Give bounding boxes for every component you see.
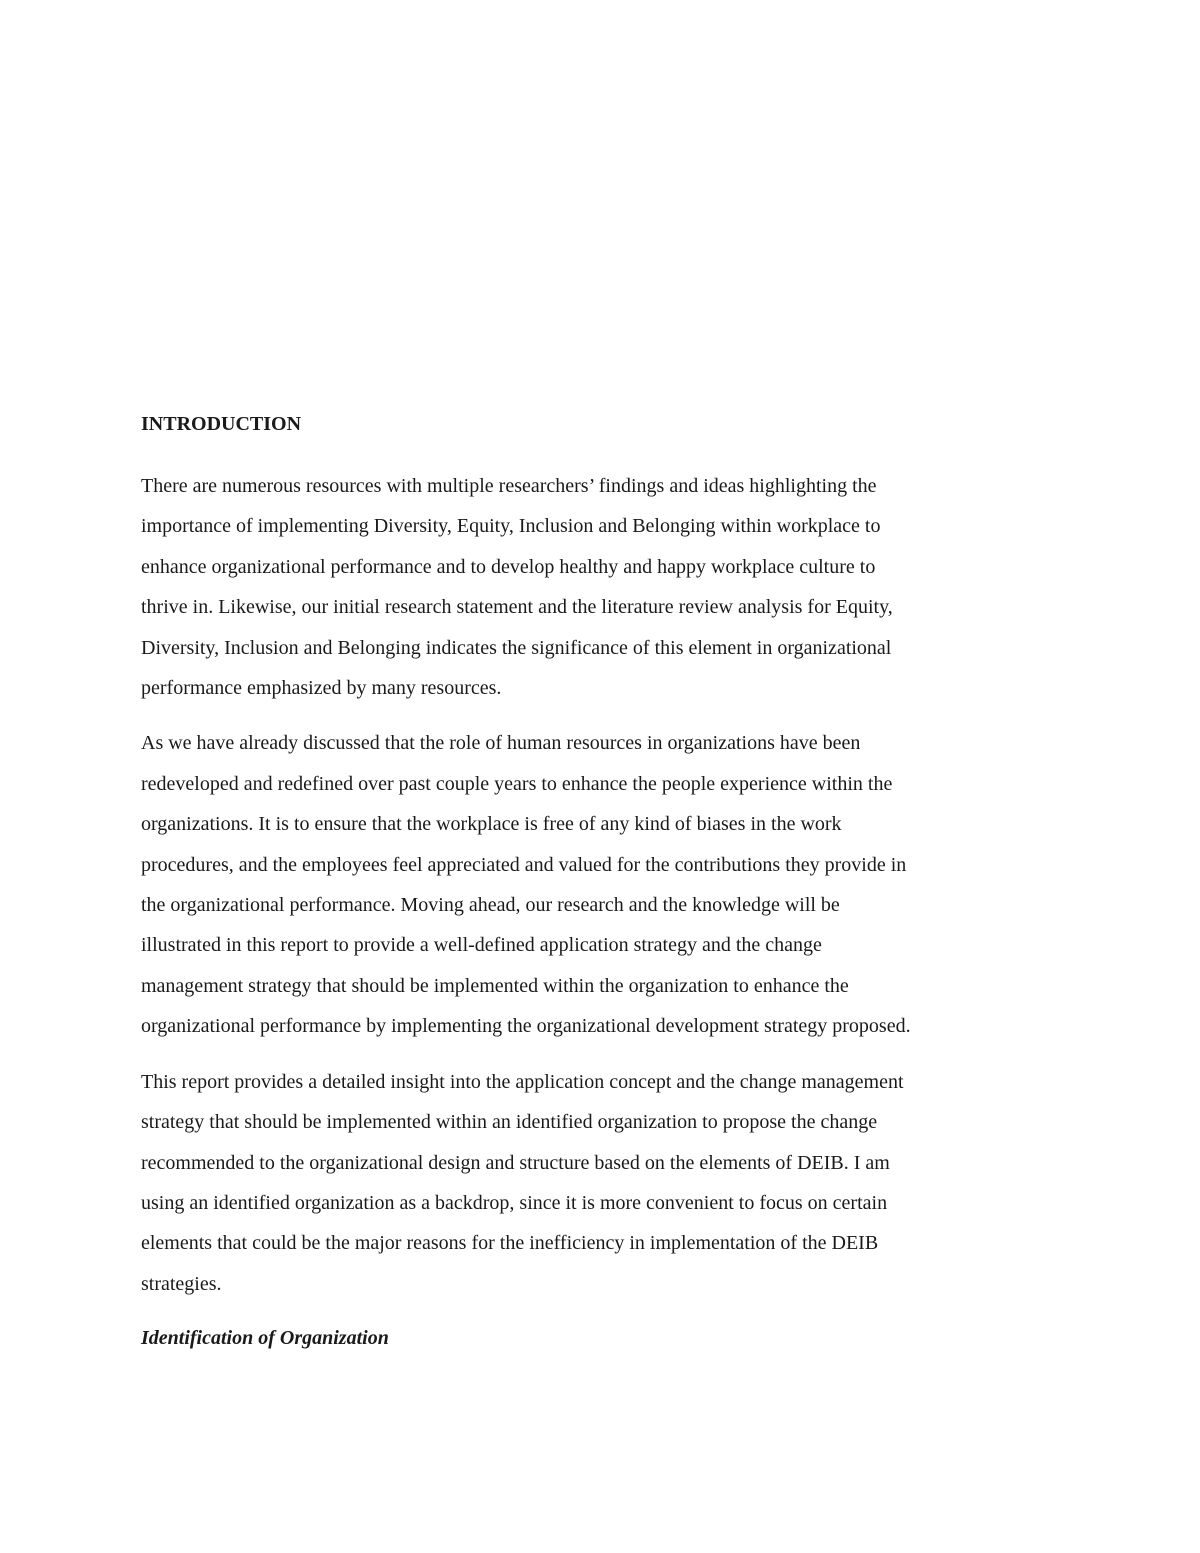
paragraph-line: thrive in. Likewise, our initial research statement and the literature review analysis for Equity,: [141, 596, 893, 619]
paragraph-line: importance of implementing Diversity, Equity, Inclusion and Belonging within workplace to: [141, 515, 881, 538]
paragraph-line: organizations. It is to ensure that the workplace is free of any kind of biases in the work: [141, 813, 842, 836]
paragraph-line: enhance organizational performance and to develop healthy and happy workplace culture to: [141, 555, 876, 578]
paragraph-line: using an identified organization as a backdrop, since it is more convenient to focus on certain: [141, 1191, 888, 1214]
section-subheading-identification: Identification of Organization: [141, 1327, 389, 1350]
paragraph-line: redeveloped and redefined over past couple years to enhance the people experience within the: [141, 772, 893, 795]
paragraph-line: organizational performance by implementing the organizational development strategy proposed.: [141, 1015, 911, 1038]
paragraph-line: There are numerous resources with multiple researchers’ findings and ideas highlighting the: [141, 475, 877, 497]
paragraph-3: [141, 1062, 1056, 1304]
paragraph-line: Diversity, Inclusion and Belonging indicates the significance of this element in organizational: [141, 636, 892, 659]
document-body: [141, 408, 1056, 1354]
paragraph-2: [141, 723, 1056, 1046]
paragraph-line: This report provides a detailed insight into the application concept and the change management: [141, 1070, 904, 1093]
section-heading-introduction: INTRODUCTION: [141, 413, 302, 435]
paragraph-line: the organizational performance. Moving ahead, our research and the knowledge will be: [141, 894, 840, 917]
paragraph-line: strategies.: [141, 1272, 222, 1295]
paragraph-line: illustrated in this report to provide a well-defined application strategy and the change: [141, 934, 822, 957]
paragraph-line: performance emphasized by many resources.: [141, 677, 502, 700]
paragraph-line: elements that could be the major reasons for the inefficiency in implementation of the DEIB: [141, 1232, 879, 1255]
paragraph-1: [141, 466, 1056, 708]
paragraph-line: recommended to the organizational design and structure based on the elements of DEIB. I am: [141, 1151, 890, 1174]
paragraph-line: strategy that should be implemented within an identified organization to propose the change: [141, 1111, 878, 1134]
paragraph-line: As we have already discussed that the role of human resources in organizations have been: [141, 732, 861, 755]
paragraph-line: procedures, and the employees feel appreciated and valued for the contributions they provide in: [141, 853, 907, 876]
paragraph-line: management strategy that should be implemented within the organization to enhance the: [141, 974, 849, 997]
